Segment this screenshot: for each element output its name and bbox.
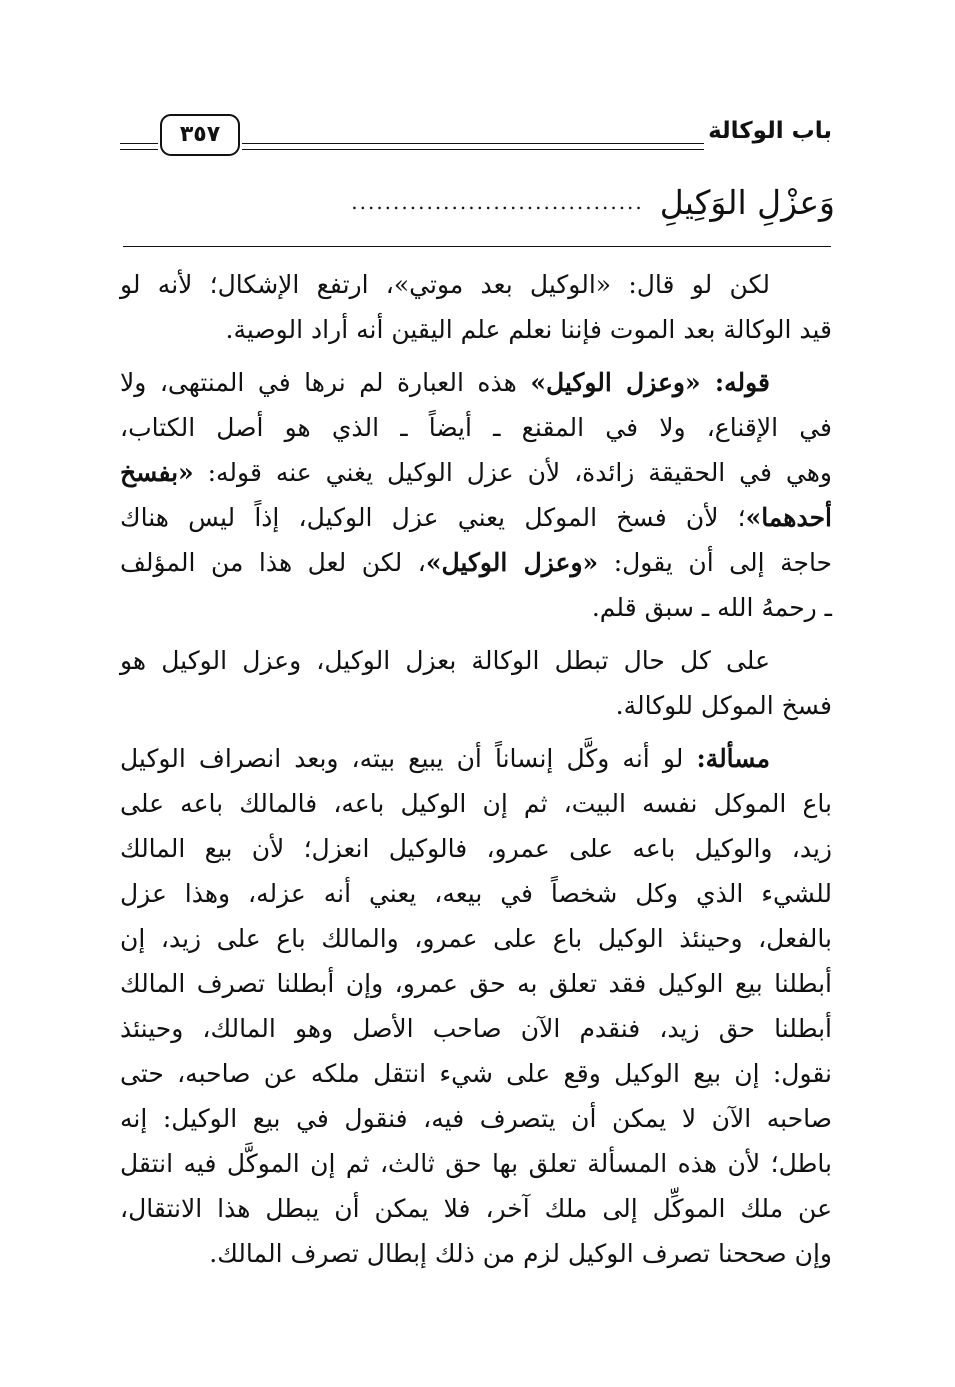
- text-line: بالفعل، وحينئذ الوكيل باع على عمرو، والمالك باع على زيد، إن: [120, 924, 832, 953]
- header-rule: [242, 143, 704, 144]
- quote-text: «وعزل الوكيل»: [425, 548, 599, 577]
- text-line: زيد، والوكيل باعه على عمرو، فالوكيل انعزل؛ لأن بيع المالك: [120, 834, 832, 863]
- text-line: نقول: إن بيع الوكيل وقع على شيء انتقل ملكه عن صاحبه، حتى: [120, 1059, 832, 1088]
- text-run: ، لكن لعل هذا من المؤلف: [120, 548, 426, 577]
- text-run: لو أنه وكَّل إنساناً أن يبيع بيته، وبعد انصراف الوكيل: [120, 744, 697, 773]
- text-line: على كل حال تبطل الوكالة بعزل الوكيل، وعزل الوكيل هو: [120, 646, 770, 675]
- text-run: هذه العبارة لم نرها في المنتهى، ولا: [120, 368, 531, 397]
- paragraph: [120, 262, 832, 352]
- text-line: قيد الوكالة بعد الموت فإننا نعلم علم اليقين أنه أراد الوصية.: [225, 315, 832, 344]
- text-line: [120, 495, 832, 540]
- text-run: وهي في الحقيقة زائدة، لأن عزل الوكيل يغني عنه قوله:: [193, 458, 832, 487]
- paragraph: [120, 360, 832, 630]
- quote-text: «بفسخ: [120, 458, 194, 487]
- header-rule: [242, 149, 704, 150]
- paragraph: [120, 736, 832, 1276]
- text-line: [120, 540, 832, 585]
- text-line: باع الموكل نفسه البيت، ثم إن الوكيل باعه، فالمالك باعه على: [120, 789, 832, 818]
- chapter-title: باب الوكالة: [708, 118, 832, 144]
- text-run: ؛ لأن فسخ الموكل يعني عزل الوكيل، إذاً ليس هناك: [120, 503, 746, 532]
- quote-text: أحدهما»: [745, 503, 832, 532]
- text-run: حاجة إلى أن يقول:: [598, 548, 833, 577]
- text-line: باطل؛ لأن هذه المسألة تعلق بها حق ثالث، ثم إن الموكَّل فيه انتقل: [120, 1149, 832, 1178]
- text-line: [120, 736, 832, 781]
- header-rule: [120, 143, 158, 144]
- text-line: للشيء الذي وكل شخصاً في بيعه، يعني أنه عزله، وهذا عزل: [120, 879, 832, 908]
- text-line: فسخ الموكل للوكالة.: [615, 691, 832, 720]
- text-line: لكن لو قال: «الوكيل بعد موتي»، ارتفع الإشكال؛ لأنه لو: [120, 270, 770, 299]
- text-line: ـ رحمهُ الله ـ سبق قلم.: [591, 593, 832, 622]
- paragraph: [120, 638, 832, 728]
- text-line: [120, 360, 832, 405]
- text-line: أبطلنا حق زيد، فنقدم الآن صاحب الأصل وهو المالك، وحينئذ: [120, 1014, 832, 1043]
- body-text: [120, 262, 832, 1284]
- running-header: [120, 112, 832, 162]
- heading-rule: [123, 246, 831, 247]
- section-heading-text: وَعزْلِ الوَكِيلِ: [659, 183, 835, 222]
- section-heading: [351, 178, 835, 228]
- text-line: [120, 450, 832, 495]
- issue-label: مسألة:: [696, 744, 770, 773]
- text-line: وإن صححنا تصرف الوكيل لزم من ذلك إبطال تصرف المالك.: [209, 1239, 832, 1268]
- heading-dots: ...................................: [351, 190, 644, 214]
- text-line: صاحبه الآن لا يمكن أن يتصرف فيه، فنقول في بيع الوكيل: إنه: [120, 1104, 832, 1133]
- quote-label: قوله: «وعزل الوكيل»: [530, 368, 770, 397]
- page-number: ٣٥٧: [160, 114, 240, 156]
- text-line: عن ملك الموكِّل إلى ملك آخر، فلا يمكن أن يبطل هذا الانتقال،: [120, 1194, 832, 1223]
- text-line: في الإقناع، ولا في المقنع ـ أيضاً ـ الذي هو أصل الكتاب،: [120, 413, 832, 442]
- text-line: أبطلنا بيع الوكيل فقد تعلق به حق عمرو، وإن أبطلنا تصرف المالك: [120, 969, 832, 998]
- header-rule: [120, 149, 158, 150]
